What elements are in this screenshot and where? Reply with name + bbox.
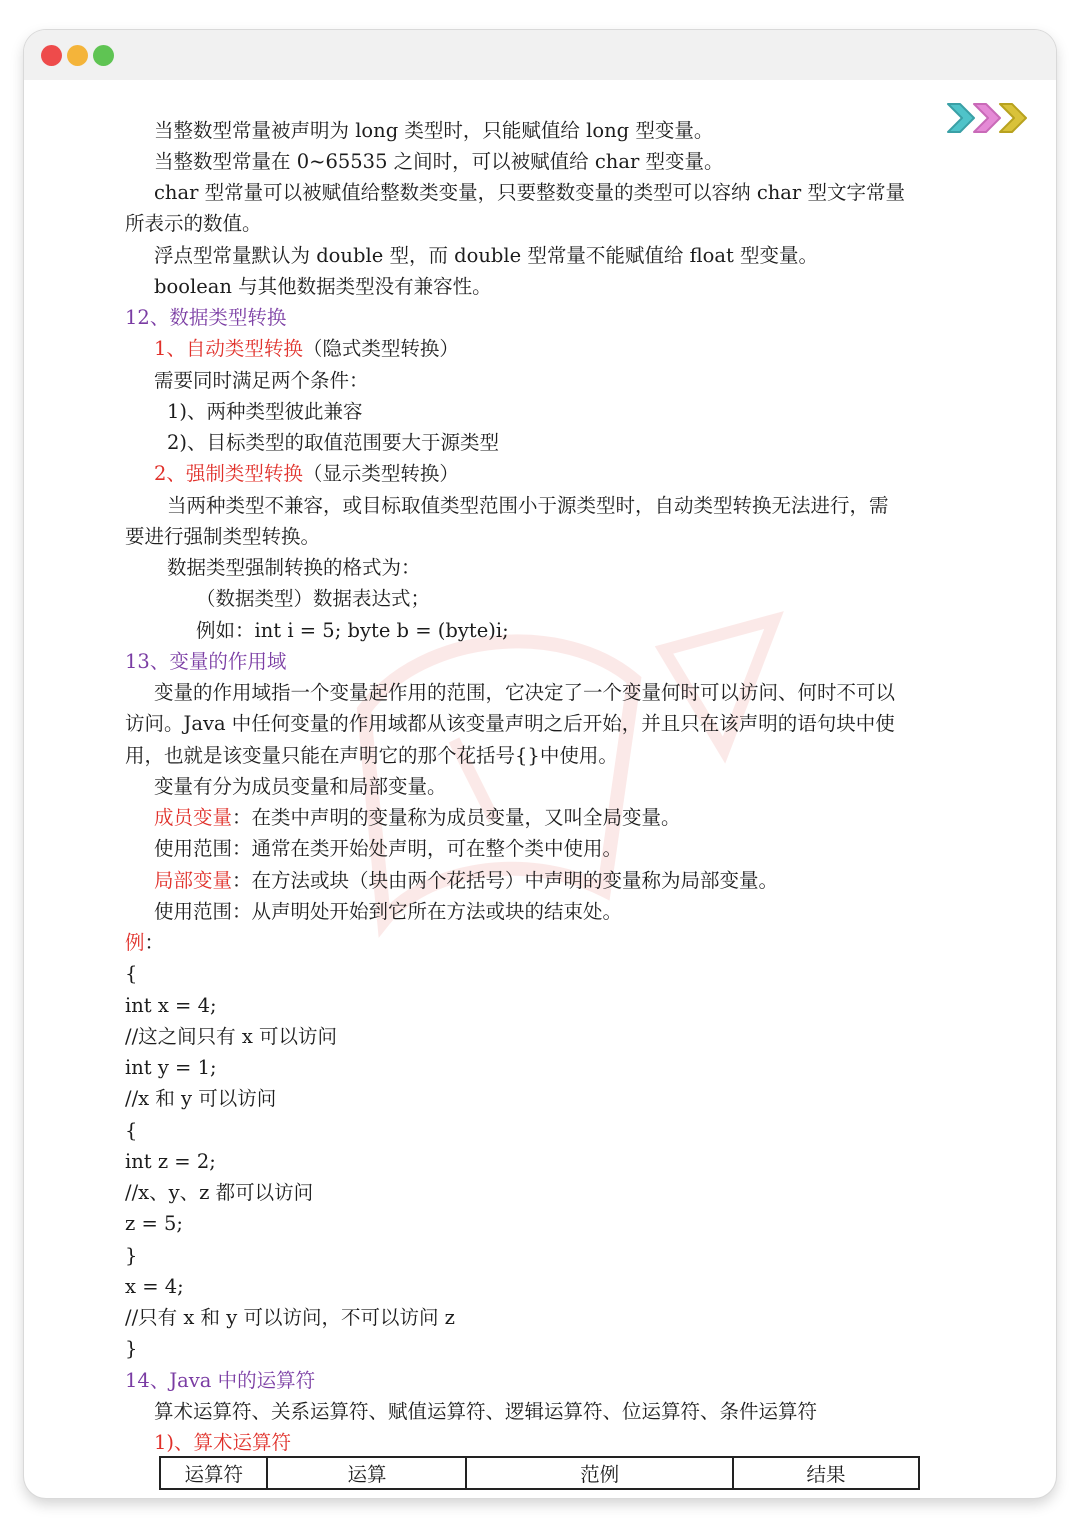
code-line: } xyxy=(125,1244,138,1267)
text-line: 变量有分为成员变量和局部变量。 xyxy=(154,775,447,798)
section-heading-14: 14、Java 中的运算符 xyxy=(125,1369,316,1392)
code-line: //只有 x 和 y 可以访问，不可以访问 z xyxy=(125,1306,455,1329)
text-line: char 型常量可以被赋值给整数类变量，只要整数变量的类型可以容纳 char 型文字常量 xyxy=(154,181,905,204)
text-line: 使用范围：从声明处开始到它所在方法或块的结束处。 xyxy=(154,900,623,923)
list-item: 2)、目标类型的取值范围要大于源类型 xyxy=(167,431,500,454)
term-local-variable: 局部变量 xyxy=(154,869,233,892)
subheading-arithmetic: 1)、算术运算符 xyxy=(154,1431,292,1454)
text-line: 浮点型常量默认为 double 型，而 double 型常量不能赋值给 float 型变量。 xyxy=(154,244,818,267)
text-line: 当两种类型不兼容，或目标取值类型范围小于源类型时，自动类型转换无法进行，需 xyxy=(167,494,889,517)
list-item: 1)、两种类型彼此兼容 xyxy=(167,400,363,423)
text-line xyxy=(154,869,778,893)
code-line: //这之间只有 x 可以访问 xyxy=(125,1025,338,1048)
text-line: 要进行强制类型转换。 xyxy=(125,525,321,548)
code-line: x = 4; xyxy=(125,1275,184,1298)
code-line: int x = 4; xyxy=(125,994,217,1017)
text-line: 变量的作用域指一个变量起作用的范围，它决定了一个变量何时可以访问、何时不可以 xyxy=(154,681,896,704)
table-header-cell: 结果 xyxy=(733,1457,919,1489)
table-header-cell: 范例 xyxy=(466,1457,733,1489)
section-heading-13: 13、变量的作用域 xyxy=(125,650,287,673)
text-line: 数据类型强制转换的格式为： xyxy=(167,556,421,579)
code-line: z = 5; xyxy=(125,1212,183,1235)
text-line: 需要同时满足两个条件： xyxy=(154,369,369,392)
code-line: { xyxy=(125,962,138,985)
table-header-cell: 运算 xyxy=(267,1457,466,1489)
subheading-forced-conversion: 2、强制类型转换 xyxy=(154,462,303,485)
section-heading-12: 12、数据类型转换 xyxy=(125,306,287,329)
operator-table xyxy=(159,1456,920,1490)
example-label-line xyxy=(125,931,164,955)
table-header-row xyxy=(160,1457,919,1489)
document-content xyxy=(24,30,1056,1498)
term-member-variable: 成员变量 xyxy=(154,806,233,829)
text-line: 当整数型常量在 0~65535 之间时，可以被赋值给 char 型变量。 xyxy=(154,150,724,173)
document-window xyxy=(24,30,1056,1498)
text-line: 所表示的数值。 xyxy=(125,212,262,235)
text-line: 算术运算符、关系运算符、赋值运算符、逻辑运算符、位运算符、条件运算符 xyxy=(154,1400,818,1423)
subheading-line xyxy=(154,337,459,361)
text-line: 用，也就是该变量只能在声明它的那个花括号{}中使用。 xyxy=(125,744,618,767)
code-line: //x、y、z 都可以访问 xyxy=(125,1181,314,1204)
example-colon: ： xyxy=(144,931,165,954)
code-line: } xyxy=(125,1337,138,1360)
text-line: boolean 与其他数据类型没有兼容性。 xyxy=(154,275,492,298)
code-line: { xyxy=(125,1119,138,1142)
table-header-cell: 运算符 xyxy=(160,1457,267,1489)
text-line: （数据类型）数据表达式； xyxy=(196,587,431,610)
text-line: 使用范围：通常在类开始处声明，可在整个类中使用。 xyxy=(154,837,623,860)
code-example: 例如：int i = 5; byte b = (byte)i; xyxy=(196,619,509,642)
subheading-note: （隐式类型转换） xyxy=(302,337,459,360)
code-line: int z = 2; xyxy=(125,1150,216,1173)
code-line: //x 和 y 可以访问 xyxy=(125,1087,277,1110)
subheading-auto-conversion: 1、自动类型转换 xyxy=(154,337,303,360)
example-label: 例 xyxy=(125,931,145,954)
text-line xyxy=(154,806,681,830)
subheading-line xyxy=(154,462,459,486)
term-definition: ：在方法或块（块由两个花括号）中声明的变量称为局部变量。 xyxy=(232,869,779,892)
subheading-note: （显示类型转换） xyxy=(302,462,459,485)
text-line: 当整数型常量被声明为 long 类型时，只能赋值给 long 型变量。 xyxy=(154,119,714,142)
term-definition: ：在类中声明的变量称为成员变量，又叫全局变量。 xyxy=(232,806,681,829)
code-line: int y = 1; xyxy=(125,1056,217,1079)
text-line: 访问。Java 中任何变量的作用域都从该变量声明之后开始，并且只在该声明的语句块中使 xyxy=(125,712,895,735)
